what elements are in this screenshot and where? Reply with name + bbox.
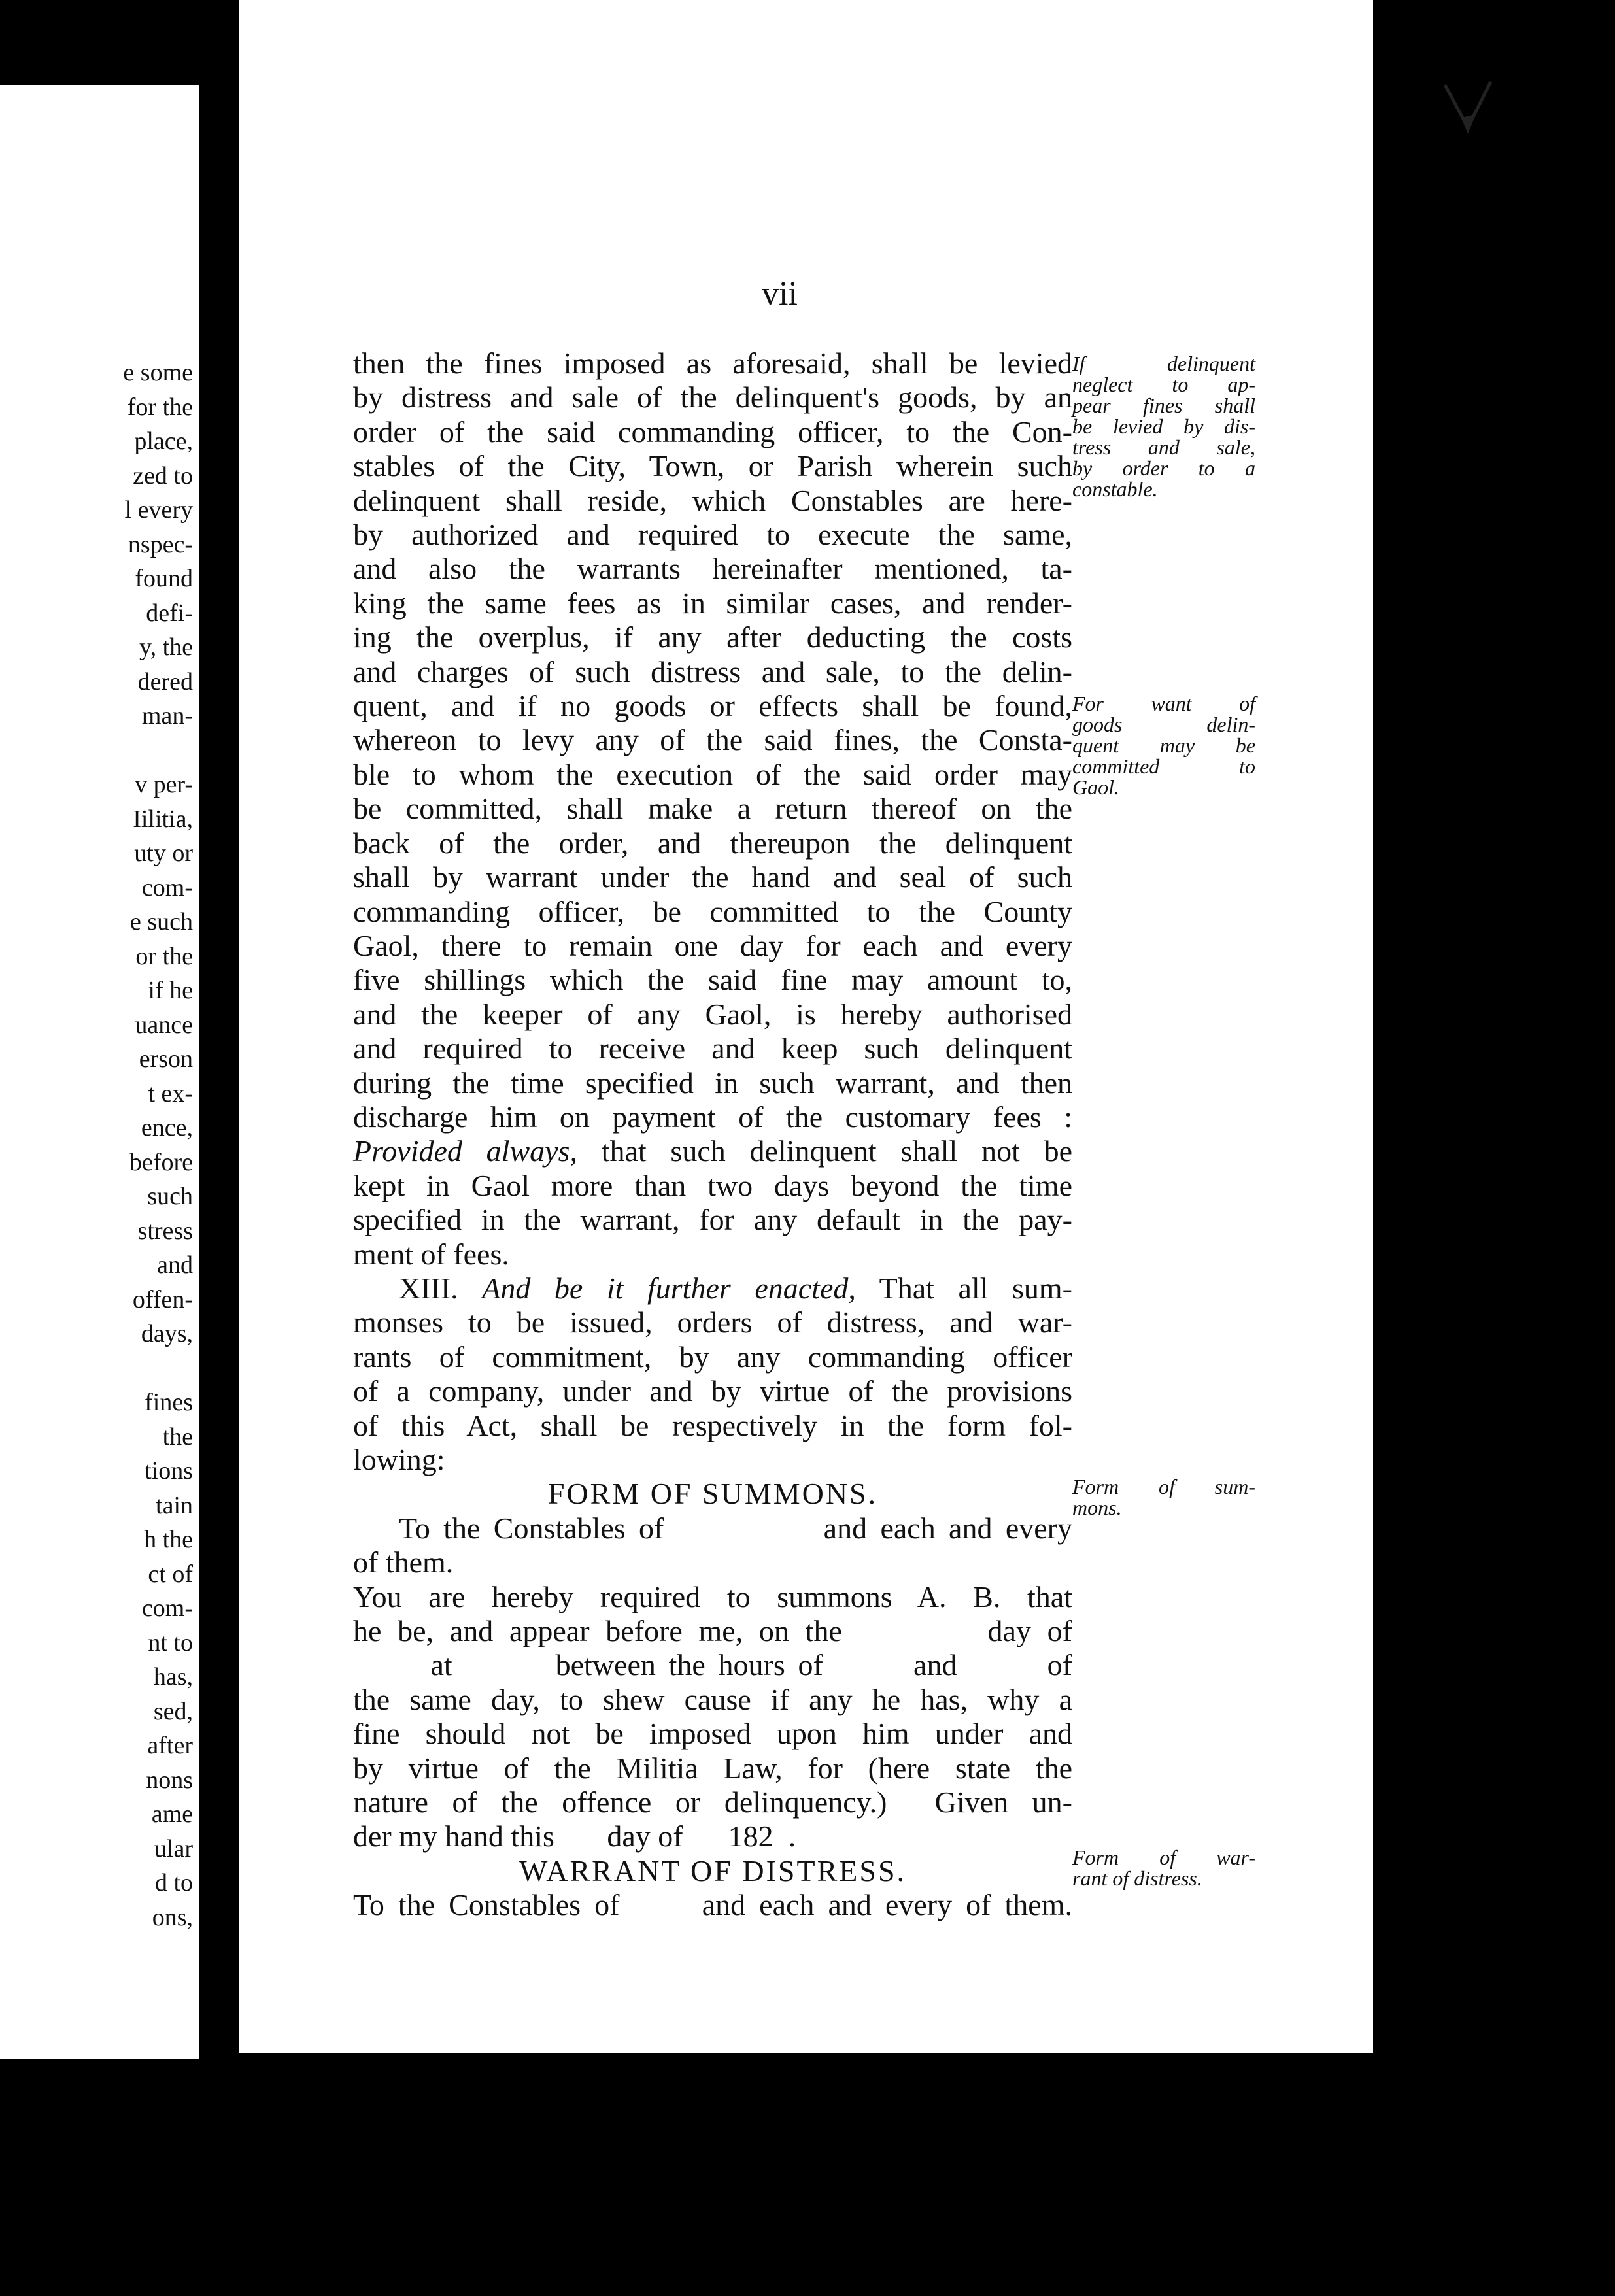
text-line: nature of the offence or delinquency.) Given un- bbox=[353, 1785, 1072, 1819]
text-line: ing the overplus, if any after deducting the costs bbox=[353, 620, 1072, 654]
text-line: kept in Gaol more than two days beyond the time bbox=[353, 1168, 1072, 1202]
text-line: of them. bbox=[353, 1545, 454, 1579]
margin-note-line: committed to bbox=[1072, 754, 1255, 778]
left-page-text-fragment: stress bbox=[137, 1217, 193, 1245]
text-line: five shillings which the said fine may amount to, bbox=[353, 963, 1072, 997]
left-page-text-fragment: e such bbox=[129, 908, 193, 936]
left-page-fragment bbox=[0, 85, 199, 2059]
left-page-text-fragment: for the bbox=[127, 393, 193, 421]
text-line: order of the said commanding officer, to the Con- bbox=[353, 414, 1072, 448]
text-line: commanding officer, be committed to the County bbox=[353, 894, 1072, 928]
left-page-text-fragment: nt to bbox=[148, 1629, 193, 1657]
left-page-text-fragment: ame bbox=[151, 1800, 193, 1828]
text-line: the same day, to shew cause if any he has, why a bbox=[353, 1682, 1072, 1716]
left-page-text-fragment: t ex- bbox=[148, 1079, 193, 1107]
left-page-text-fragment: ular bbox=[154, 1834, 193, 1863]
left-page-text-fragment: found bbox=[135, 565, 193, 592]
text-line: of this Act, shall be respectively in the form fol- bbox=[353, 1408, 1072, 1442]
left-page-text-fragment: or the bbox=[135, 942, 193, 970]
left-page-text-fragment: defi- bbox=[146, 599, 193, 627]
margin-note-line: constable. bbox=[1072, 477, 1158, 501]
margin-note-line: pear fines shall bbox=[1072, 394, 1255, 417]
margin-note-line: tress and sale, bbox=[1072, 435, 1255, 459]
left-page-text-fragment: offen- bbox=[132, 1285, 193, 1313]
margin-note-line: If delinquent bbox=[1072, 352, 1255, 375]
text-line: king the same fees as in similar cases, and render- bbox=[353, 586, 1072, 620]
text-line: To the Constables of and each and every bbox=[399, 1511, 1072, 1545]
provided-always: Provided always, bbox=[353, 1134, 577, 1168]
text-line: To the Constables of and each and every of them. bbox=[353, 1888, 1072, 1922]
left-page-text-fragment: place, bbox=[134, 428, 193, 455]
left-page-text-fragment: h the bbox=[144, 1526, 193, 1553]
margin-note-line: Gaol. bbox=[1072, 775, 1119, 799]
text-line: discharge him on payment of the customary fees : bbox=[353, 1100, 1072, 1134]
section-enactment: And be it further enacted, bbox=[482, 1271, 856, 1305]
text-line: shall by warrant under the hand and seal of such bbox=[353, 860, 1072, 894]
text-line: delinquent shall reside, which Constables are here- bbox=[353, 483, 1072, 517]
margin-note-form-of-summons bbox=[1072, 1476, 1255, 1518]
text-line: fine should not be imposed upon him under and bbox=[353, 1717, 1072, 1751]
left-page-text-fragment: uty or bbox=[134, 839, 193, 867]
text-line: Gaol, there to remain one day for each and every bbox=[353, 928, 1072, 962]
left-page-text-fragment: ence, bbox=[141, 1114, 193, 1141]
left-page-text-fragment: before bbox=[129, 1148, 193, 1176]
section-number: XIII. bbox=[399, 1271, 458, 1305]
left-page-text-fragment: com- bbox=[141, 873, 193, 902]
margin-note-form-of-warrant bbox=[1072, 1847, 1255, 1889]
text-line: Provided always, that such delinquent shall not be bbox=[353, 1134, 1073, 1168]
text-line: stables of the City, Town, or Parish wherein such bbox=[353, 449, 1072, 483]
text-line: by virtue of the Militia Law, for (here state the bbox=[353, 1751, 1072, 1785]
margin-note-delinquent bbox=[1072, 353, 1255, 499]
left-page-text-fragment: d to bbox=[154, 1869, 193, 1897]
left-page-text-fragment: erson bbox=[139, 1045, 193, 1073]
left-page-text-fragment: y, the bbox=[139, 633, 193, 661]
margin-note-line: rant of distress. bbox=[1072, 1866, 1202, 1890]
text-line: lowing: bbox=[353, 1443, 445, 1476]
left-page-text-fragment: and bbox=[157, 1251, 193, 1279]
text-line: by distress and sale of the delinquent's goods, by an bbox=[353, 380, 1072, 414]
left-page-text-fragment: com- bbox=[141, 1595, 193, 1622]
text-line: by authorized and required to execute the same, bbox=[353, 518, 1072, 552]
margin-note-line: For want of bbox=[1072, 692, 1255, 715]
text-line: at between the hours of and of bbox=[353, 1648, 1072, 1682]
left-page-text-fragment: has, bbox=[153, 1663, 193, 1691]
text-line: ment of fees. bbox=[353, 1237, 509, 1271]
text-line: whereon to levy any of the said fines, the Consta- bbox=[353, 723, 1072, 757]
text-line: der my hand this day of 182 . bbox=[353, 1819, 796, 1853]
text-line: rants of commitment, by any commanding officer bbox=[353, 1340, 1072, 1374]
left-page-text-fragment: nons bbox=[146, 1766, 193, 1794]
margin-note-line: quent may be bbox=[1072, 734, 1255, 757]
margin-note-line: Form of war- bbox=[1072, 1846, 1255, 1869]
left-page-text-fragment: zed to bbox=[133, 462, 193, 490]
section-heading-line: XIII. And be it further enacted, That all sum- bbox=[399, 1271, 1072, 1305]
left-page-text-fragment: fines bbox=[144, 1389, 193, 1416]
left-page-text-fragment: tain bbox=[156, 1491, 193, 1519]
text-line: of a company, under and by virtue of the provisions bbox=[353, 1374, 1072, 1408]
text-line: during the time specified in such warrant, and then bbox=[353, 1066, 1072, 1100]
text-line: be committed, shall make a return thereof on the bbox=[353, 792, 1072, 826]
left-page-text-fragment: days, bbox=[141, 1320, 193, 1347]
text-line: specified in the warrant, for any default in the pay- bbox=[353, 1203, 1072, 1237]
left-page-text-fragment: uance bbox=[135, 1011, 193, 1039]
left-page-text-fragment: such bbox=[147, 1183, 193, 1210]
left-page-text-fragment: e some bbox=[123, 359, 193, 386]
left-page-text-fragment: v per- bbox=[135, 771, 193, 798]
page-number: vii bbox=[762, 275, 798, 312]
margin-note-line: be levied by dis- bbox=[1072, 414, 1255, 438]
text-line: he be, and appear before me, on the day of bbox=[353, 1614, 1072, 1648]
left-page-text-fragment: if he bbox=[148, 977, 193, 1004]
left-page-text-fragment: the bbox=[162, 1423, 193, 1451]
left-page-text-fragment: Iilitia, bbox=[133, 805, 193, 833]
folded-corner-mark bbox=[1442, 78, 1494, 137]
margin-note-line: Form of sum- bbox=[1072, 1475, 1255, 1498]
text-line: back of the order, and thereupon the delinquent bbox=[353, 826, 1072, 860]
warrant-of-distress-heading: WARRANT OF DISTRESS. bbox=[518, 1853, 907, 1887]
text-line: and also the warrants hereinafter mentioned, ta- bbox=[353, 552, 1072, 586]
text-line: then the fines imposed as aforesaid, shall be levied bbox=[353, 346, 1072, 380]
left-page-text-fragment: ons, bbox=[152, 1903, 193, 1931]
margin-note-line: by order to a bbox=[1072, 456, 1255, 480]
text-line: ble to whom the execution of the said order may bbox=[353, 757, 1072, 791]
left-page-text-fragment: tions bbox=[144, 1457, 193, 1485]
margin-note-line: goods delin- bbox=[1072, 713, 1255, 736]
text-line: and charges of such distress and sale, to the delin- bbox=[353, 654, 1072, 688]
margin-note-line: mons. bbox=[1072, 1496, 1122, 1519]
text-line: monses to be issued, orders of distress, and war- bbox=[353, 1306, 1072, 1340]
left-page-text-fragment: dered bbox=[137, 667, 193, 696]
margin-note-line: neglect to ap- bbox=[1072, 373, 1255, 396]
text-line: and required to receive and keep such delinquent bbox=[353, 1032, 1072, 1066]
form-of-summons-heading: FORM OF SUMMONS. bbox=[547, 1477, 878, 1511]
left-page-text-fragment: man- bbox=[141, 702, 193, 730]
text-line: and the keeper of any Gaol, is hereby authorised bbox=[353, 997, 1072, 1031]
left-page-text-fragment: nspec- bbox=[128, 530, 193, 558]
text-line: quent, and if no goods or effects shall be found, bbox=[353, 689, 1072, 723]
left-page-text-fragment: ct of bbox=[148, 1560, 193, 1588]
margin-note-want-of-goods bbox=[1072, 693, 1255, 798]
left-page-text-fragment: sed, bbox=[153, 1697, 193, 1725]
text-line: You are hereby required to summons A. B. that bbox=[353, 1579, 1072, 1613]
left-page-text-fragment: l every bbox=[124, 496, 193, 524]
body-text bbox=[353, 346, 1072, 1923]
left-page-text-fragment: after bbox=[147, 1732, 193, 1759]
